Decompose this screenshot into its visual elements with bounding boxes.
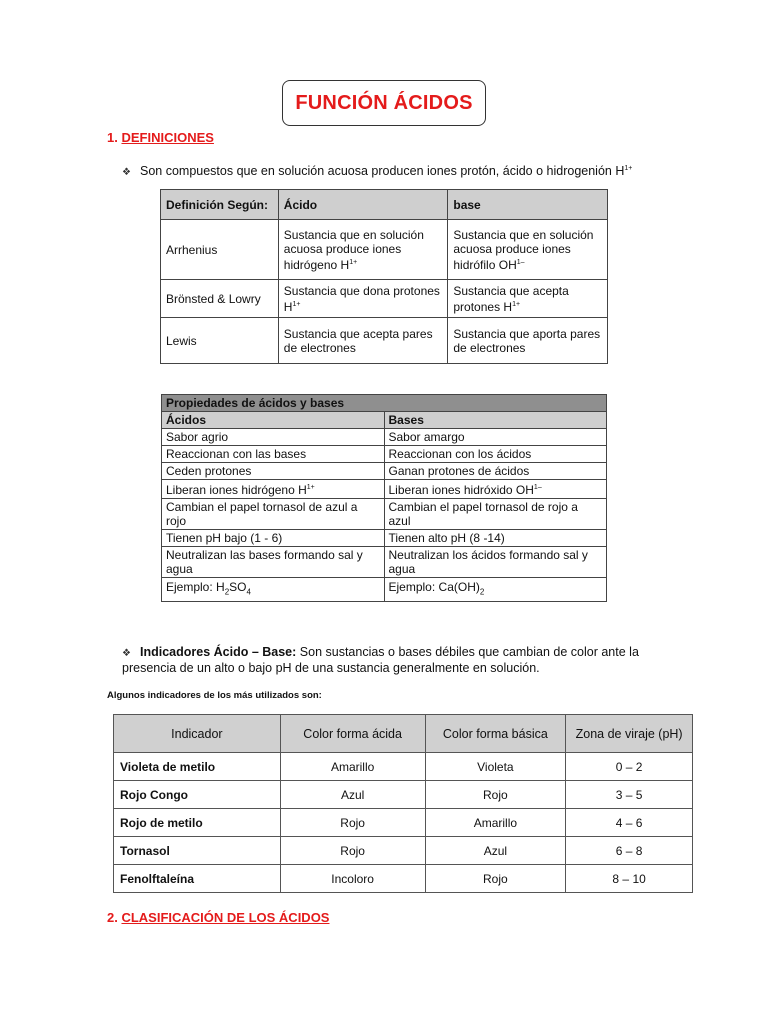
acid-cell: Sabor agrio [162,429,385,446]
diamond-bullet-icon: ❖ [122,167,131,179]
header-cell: Definición Según: [161,190,279,220]
page-title: FUNCIÓN ÁCIDOS [295,91,473,114]
table-row [114,865,693,893]
indicator-name: Tornasol [114,837,281,865]
acid-color: Incoloro [280,865,425,893]
indicators-intro: Algunos indicadores de los más utilizados son: [107,690,322,701]
section-label: CLASIFICACIÓN DE LOS ÁCIDOS [121,910,330,925]
section-number: 1. [107,130,118,145]
bullet-text: Son compuestos que en solución acuosa producen iones protón, ácido o hidrogenión H [140,164,625,179]
ph-range: 3 – 5 [566,781,693,809]
base-cell: Cambian el papel tornasol de rojo a azul [384,499,607,530]
header-cell: Color forma ácida [280,715,425,753]
title-box [282,80,486,126]
bullet-bold-label: Indicadores Ácido – Base: [140,645,297,659]
base-cell: Neutralizan los ácidos formando sal y agua [384,547,607,578]
indicator-name: Rojo de metilo [114,809,281,837]
base-color: Rojo [425,781,566,809]
base-cell: Tienen alto pH (8 -14) [384,530,607,547]
base-color: Rojo [425,865,566,893]
table-row [162,530,607,547]
acid-color: Azul [280,781,425,809]
base-cell: Sabor amargo [384,429,607,446]
row-name: Brönsted & Lowry [161,280,279,318]
header-cell: Color forma básica [425,715,566,753]
table-row [161,280,608,318]
section-heading-definiciones [107,130,214,145]
bullet-text: Son sustancias o bases débiles que cambian de color ante la presencia de un alto o bajo pH de una sustancia generalmente en solución. [122,645,639,675]
header-cell: Bases [384,412,607,429]
base-cell: Reaccionan con los ácidos [384,446,607,463]
base-cell: Ejemplo: $Ca(OH)_2$ [384,578,607,602]
acid-color: Rojo [280,837,425,865]
ph-range: 4 – 6 [566,809,693,837]
table-row [162,446,607,463]
base-color: Azul [425,837,566,865]
table-row [114,781,693,809]
table-header-row [114,715,693,753]
definitions-table [160,189,608,364]
header-cell: Ácidos [162,412,385,429]
row-name: Lewis [161,318,279,364]
table-row [161,318,608,364]
table-row [162,429,607,446]
table-row [114,753,693,781]
table-header-row [162,412,607,429]
base-color: Violeta [425,753,566,781]
acid-cell: Reaccionan con las bases [162,446,385,463]
acid-cell: Neutralizan las bases formando sal y agua [162,547,385,578]
acid-cell: Ceden protones [162,463,385,480]
table-caption: Propiedades de ácidos y bases [162,395,607,412]
header-cell: Indicador [114,715,281,753]
base-cell: Sustancia que acepta protones $H^{1+}$ [448,280,608,318]
indicator-name: Fenolftaleína [114,865,281,893]
section-number: 2. [107,910,118,925]
acid-cell: Sustancia que acepta pares de electrones [278,318,448,364]
table-row [162,547,607,578]
acid-color: Amarillo [280,753,425,781]
header-cell: Zona de viraje (pH) [566,715,693,753]
table-header-row [161,190,608,220]
table-row [162,480,607,499]
acid-cell: Liberan iones hidrógeno $H^{1+}$ [162,480,385,499]
table-row [162,578,607,602]
acid-color: Rojo [280,809,425,837]
acid-cell: Cambian el papel tornasol de azul a rojo [162,499,385,530]
row-name: Arrhenius [161,220,279,280]
superscript: 1+ [624,165,633,172]
header-cell: base [448,190,608,220]
indicators-table [113,714,693,893]
table-row [114,837,693,865]
table-row [114,809,693,837]
base-cell: Sustancia que aporta pares de electrones [448,318,608,364]
table-row [161,220,608,280]
table-row [162,499,607,530]
base-cell: Liberan iones hidróxido $OH^{1-}$ [384,480,607,499]
table-caption-row [162,395,607,412]
acid-cell: Sustancia que dona protones $H^{1+}$ [278,280,448,318]
bullet-definition [122,161,722,180]
section-label: DEFINICIONES [121,130,214,145]
acid-cell: Tienen pH bajo (1 - 6) [162,530,385,547]
table-row [162,463,607,480]
indicator-name: Rojo Congo [114,781,281,809]
diamond-bullet-icon: ❖ [122,648,131,659]
base-cell: Ganan protones de ácidos [384,463,607,480]
ph-range: 6 – 8 [566,837,693,865]
properties-table [161,394,607,602]
base-color: Amarillo [425,809,566,837]
section-heading-clasificacion [107,910,329,925]
acid-cell: Ejemplo: $H_2SO_4$ [162,578,385,602]
ph-range: 0 – 2 [566,753,693,781]
bullet-indicators [122,645,662,676]
base-cell: Sustancia que en solución acuosa produce iones hidrófilo $OH^{1-}$ [448,220,608,280]
acid-cell: Sustancia que en solución acuosa produce iones hidrógeno $H^{1+}$ [278,220,448,280]
header-cell: Ácido [278,190,448,220]
indicator-name: Violeta de metilo [114,753,281,781]
ph-range: 8 – 10 [566,865,693,893]
